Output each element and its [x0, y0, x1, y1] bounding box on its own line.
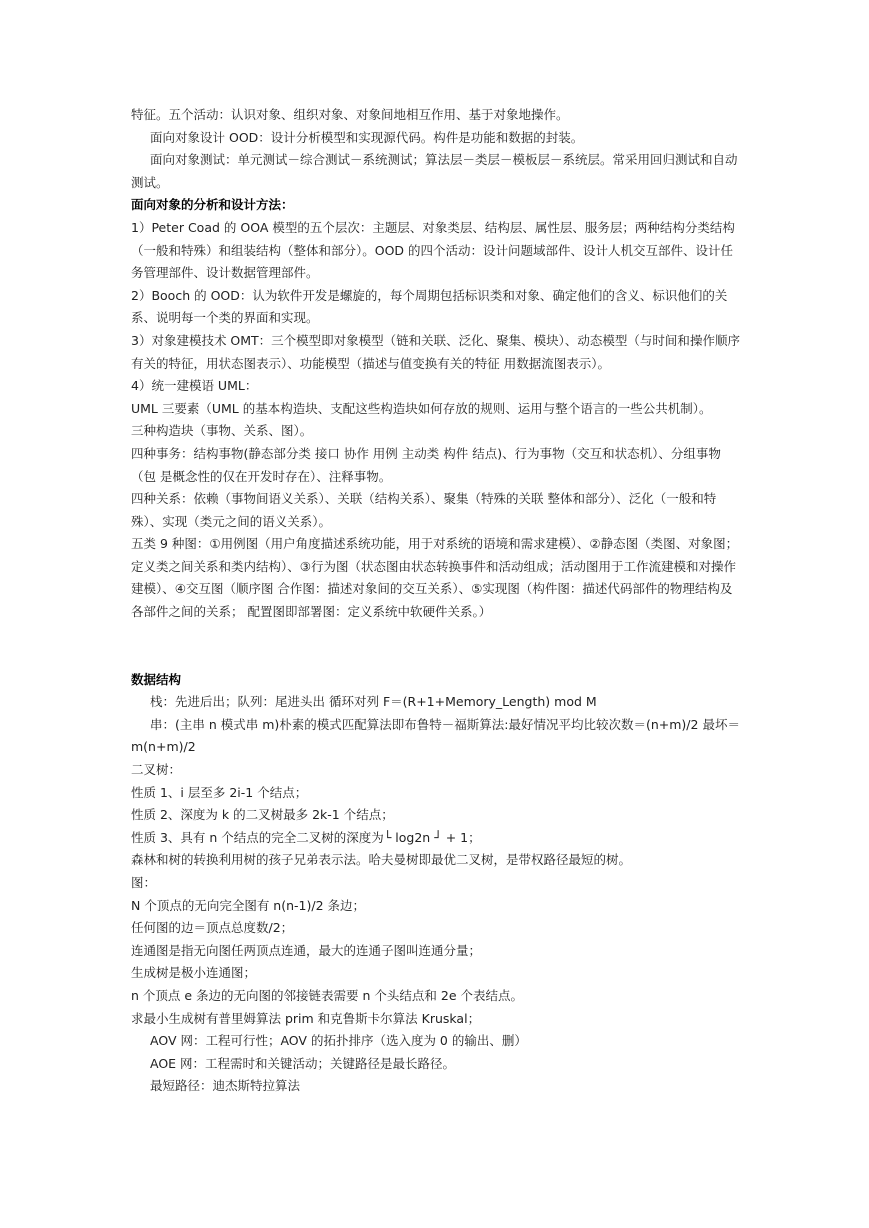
paragraph: 最短路径：迪杰斯特拉算法: [150, 1078, 301, 1094]
paragraph: 面向对象设计 OOD：设计分析模型和实现源代码。构件是功能和数据的封装。: [150, 129, 584, 145]
list-item: 四种关系：依赖（事物间语义关系）、关联（结构关系）、聚集（特殊的关联 整体和部分）、泛化（一般和特殊）、实现（类元之间的语义关系）。: [131, 491, 717, 529]
paragraph: 任何图的边＝顶点总度数/2；: [131, 920, 294, 936]
paragraph: 性质 1、i 层至多 2i-1 个结点；: [131, 784, 308, 800]
paragraph: 性质 2、深度为 k 的二叉树最多 2k-1 个结点；: [131, 807, 394, 823]
data-structure-section: [131, 669, 743, 1098]
paragraph: 串：(主串 n 模式串 m)朴素的模式匹配算法即布鲁特－福斯算法:最好情况平均比较次数＝(n+m)/2 最坏＝m(n+m)/2: [131, 716, 740, 755]
paragraph: 特征。五个活动：认识对象、组织对象、对象间地相互作用、基于对象地操作。: [131, 107, 569, 122]
list-item: 4）统一建模语 UML：: [131, 378, 258, 394]
paragraph: 图：: [131, 875, 157, 890]
paragraph: 栈：先进后出；队列：尾进头出 循环对列 F＝(R+1+Memory_Length) mod M: [150, 694, 597, 710]
section-spacer: [131, 624, 743, 669]
list-item: 2）Booch 的 OOD：认为软件开发是螺旋的，每个周期包括标识类和对象、确定他们的含义、标识他们的关系、说明每一个类的界面和实现。: [131, 287, 728, 326]
list-item: UML 三要素（UML 的基本构造块、支配这些构造块如何存放的规则、运用与整个语言的一些公共机制）。: [131, 400, 712, 416]
section-heading-data-structure: 数据结构: [131, 671, 182, 687]
paragraph: n 个顶点 e 条边的无向图的邻接链表需要 n 个头结点和 2e 个表结点。: [131, 987, 523, 1003]
list-item: 四种事务：结构事物(静态部分类 接口 协作 用例 主动类 构件 结点)、行为事物（交互和状态机）、分组事物（包 是概念性的仅在开发时存在）、注释事物。: [131, 445, 721, 484]
list-item: 1）Peter Coad 的 OOA 模型的五个层次：主题层、对象类层、结构层、属性层、服务层；两种结构分类结构（一般和特殊）和组装结构（整体和部分）。OOD 的四个活动：设计问题域部件、设计人机交互部件、设计任务管理部件、设计数据管理部件。: [131, 219, 735, 281]
paragraph: 求最小生成树有普里姆算法 prim 和克鲁斯卡尔算法 Kruskal；: [131, 1010, 481, 1026]
document-page: [131, 104, 743, 1098]
paragraph: 生成树是极小连通图；: [131, 965, 257, 981]
paragraph: AOE 网：工程需时和关键活动；关键路径是最长路径。: [150, 1055, 456, 1071]
list-item: 三种构造块（事物、关系、图）。: [131, 423, 313, 439]
paragraph: N 个顶点的无向完全图有 n(n-1)/2 条边；: [131, 897, 365, 913]
list-item: 3）对象建模技术 OMT：三个模型即对象模型（链和关联、泛化、聚集、模块）、动态模型（与时间和操作顺序有关的特征，用状态图表示）、功能模型（描述与值变换有关的特征 用数据流图表示）。: [131, 332, 740, 371]
paragraph: 性质 3、具有 n 个结点的完全二叉树的深度为└ log2n ┘ + 1；: [131, 829, 481, 845]
paragraph: 连通图是指无向图任两顶点连通，最大的连通子图叫连通分量；: [131, 942, 482, 958]
oo-section: [131, 104, 743, 624]
section-heading-oo-methods: 面向对象的分析和设计方法：: [131, 197, 294, 213]
paragraph: AOV 网：工程可行性；AOV 的拓扑排序（选入度为 0 的输出、删）: [150, 1033, 527, 1049]
paragraph: 面向对象测试：单元测试－综合测试－系统测试；算法层－类层－模板层－系统层。常采用回归测试和自动测试。: [131, 152, 738, 190]
paragraph: 森林和树的转换利用树的孩子兄弟表示法。哈夫曼树即最优二叉树，是带权路径最短的树。: [131, 852, 632, 868]
paragraph: 二叉树：: [131, 762, 182, 778]
list-item: 五类 9 种图：①用例图（用户角度描述系统功能，用于对系统的语境和需求建模）、②静态图（类图、对象图；定义类之间关系和类内结构）、③行为图（状态图由状态转换事件和活动组成；活动图用于工作流建模和对操作建模）、④交互图（顺序图 合作图：描述对象间的交互关系）、⑤实现图（构件图：描述代码部件的物理结构及各部件之间的关系； 配置图即部署图：定义系统中软硬件关系。）: [131, 536, 739, 620]
